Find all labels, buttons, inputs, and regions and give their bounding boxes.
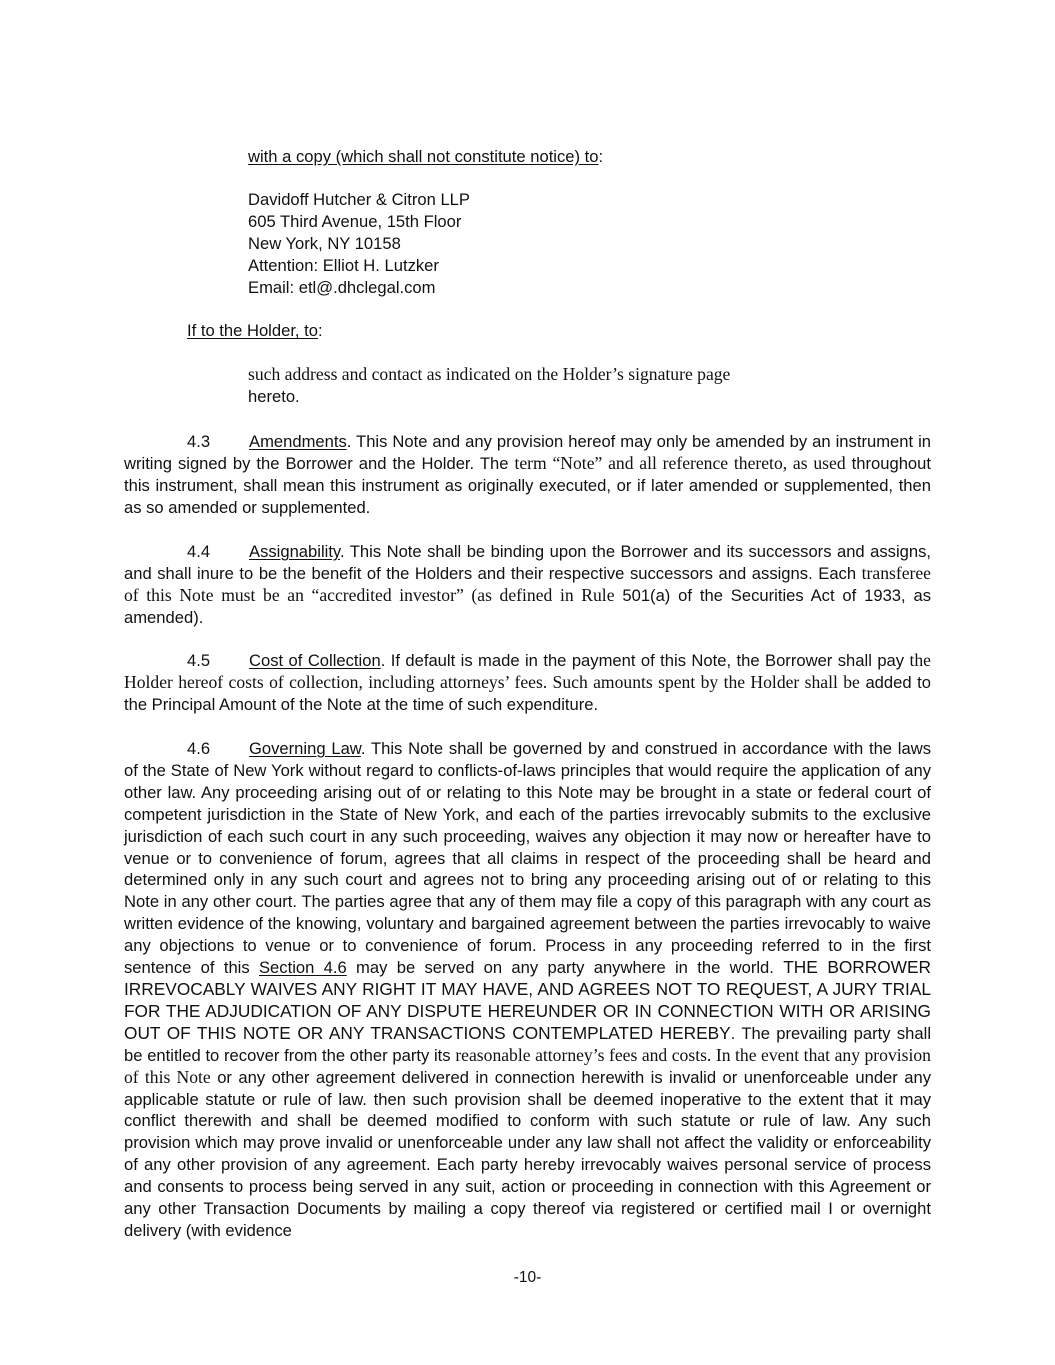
section-text: . If default is made in the payment of this Note, the Borrower shall pay	[380, 651, 910, 670]
page-number: -10-	[513, 1269, 542, 1286]
holder-address-text	[248, 364, 848, 408]
jury-waiver-caps: THE BORROWER IRREVOCABLY WAIVES ANY RIGHT IT MAY HAVE, AND AGREES NOT TO REQUEST, A JURY TRIAL FOR THE ADJUDICATION OF ANY DISPUTE HEREUNDER OR IN CONNECTION WITH OR ARISING OUT OF THIS NOTE OR ANY TRANSACTIONS CONTEMPLATED HEREBY	[124, 957, 932, 1043]
section-number: 4.3	[187, 432, 211, 451]
copy-notice-label-text: with a copy (which shall not constitute notice) to	[248, 147, 599, 166]
section-text: . This Note shall be binding upon the Borrower and its successors and assigns, and shall inure to be the benefit of the Holders and their respective successors and assigns. Each	[124, 542, 931, 583]
copy-notice-colon: :	[598, 147, 604, 166]
holder-notice-label	[187, 320, 323, 342]
section-number: 4.4	[187, 542, 211, 561]
section-4-3-amendments	[124, 431, 931, 519]
section-text: 501(a) of the Securities Act of 1933, as amended).	[124, 585, 932, 627]
address-line: New York, NY 10158	[248, 234, 401, 253]
holder-text-line1: such address and contact as indicated on the Holder’s signature page	[248, 364, 731, 384]
section-number: 4.5	[187, 651, 211, 670]
section-text: . The prevailing party shall be entitled to recover from the other party its	[124, 1023, 932, 1065]
section-text-serif: term “Note” and all reference thereto, as used	[514, 452, 846, 473]
holder-notice-colon: :	[317, 321, 323, 340]
address-line: Email: etl@.dhclegal.com	[248, 278, 436, 297]
counsel-address-block	[248, 189, 808, 299]
holder-text-line2: hereto.	[248, 386, 300, 406]
section-text-serif: reasonable attorney’s fees and costs. In the event that any provision of this Note	[124, 1044, 931, 1087]
section-4-4-assignability	[124, 541, 931, 629]
section-heading: Cost of Collection	[249, 651, 381, 670]
section-text-serif: the Holder hereof costs of collection, including attorneys’ fees. Such amounts spent by the Holder shall be	[124, 650, 931, 692]
address-line: 605 Third Avenue, 15th Floor	[248, 212, 462, 231]
section-4-5-cost-of-collection	[124, 650, 931, 716]
address-line: Attention: Elliot H. Lutzker	[248, 256, 439, 275]
address-line: Davidoff Hutcher & Citron LLP	[248, 190, 470, 209]
section-number: 4.6	[187, 739, 211, 758]
section-text: throughout this instrument, shall mean this instrument as originally executed, or if later amended or supplemented, then as so amended or supplemented.	[124, 453, 931, 517]
section-heading: Assignability	[249, 542, 340, 561]
section-text: . This Note and any provision hereof may only be amended by an instrument in writing signed by the Borrower and the Holder. The	[124, 432, 931, 473]
section-text: may be served on any party anywhere in the world.	[346, 958, 784, 978]
section-heading: Amendments	[249, 432, 347, 451]
copy-notice-label	[248, 146, 808, 168]
section-heading: Governing Law	[249, 739, 361, 758]
section-text-serif: transferee of this Note must be an “accredited investor” (as defined in Rule	[124, 562, 931, 605]
section-cross-reference: Section 4.6	[258, 958, 347, 978]
section-text: or any other agreement delivered in connection herewith is invalid or unenforceable under any applicable statute or rule of law. then such provision shall be deemed inoperative to the extent that it may conflict therewith and shall be deemed modified to conform with such statute or rule of law. Any such provision which may prove invalid or unenforceable under any law shall not affect the validity or enforceability of any other provision of any agreement. Each party hereby irrevocably waives personal service of process and consents to process being served in any suit, action or proceeding in connection with this Agreement or any other Transaction Documents by mailing a copy thereof via registered or certified mail I or overnight delivery (with evidence	[124, 1067, 931, 1240]
section-text: added to the Principal Amount of the Note at the time of such expenditure.	[124, 672, 931, 714]
holder-notice-label-text: If to the Holder, to	[187, 321, 318, 340]
section-text: . This Note shall be governed by and construed in accordance with the laws of the State of New York without regard to conflicts-of-laws principles that would require the application of any other law. Any proceeding arising out of or relating to this Note may be brought in a state or federal court of competent jurisdiction in the State of New York, and each of the parties irrevocably submits to the exclusive jurisdiction of each such court in any such proceeding, waives any objection it may now or hereafter have to venue or to convenience of forum, agrees that all claims in respect of the proceeding shall be heard and determined only in any such court and agrees not to bring any proceeding arising out of or relating to this Note in any other court. The parties agree that any of them may file a copy of this paragraph with any court as written evidence of the knowing, voluntary and bargained agreement between the parties irrevocably to waive any objections to venue or to convenience of forum. Process in any proceeding referred to in the first sentence of this	[124, 739, 932, 978]
section-4-6-governing-law	[124, 738, 931, 1242]
